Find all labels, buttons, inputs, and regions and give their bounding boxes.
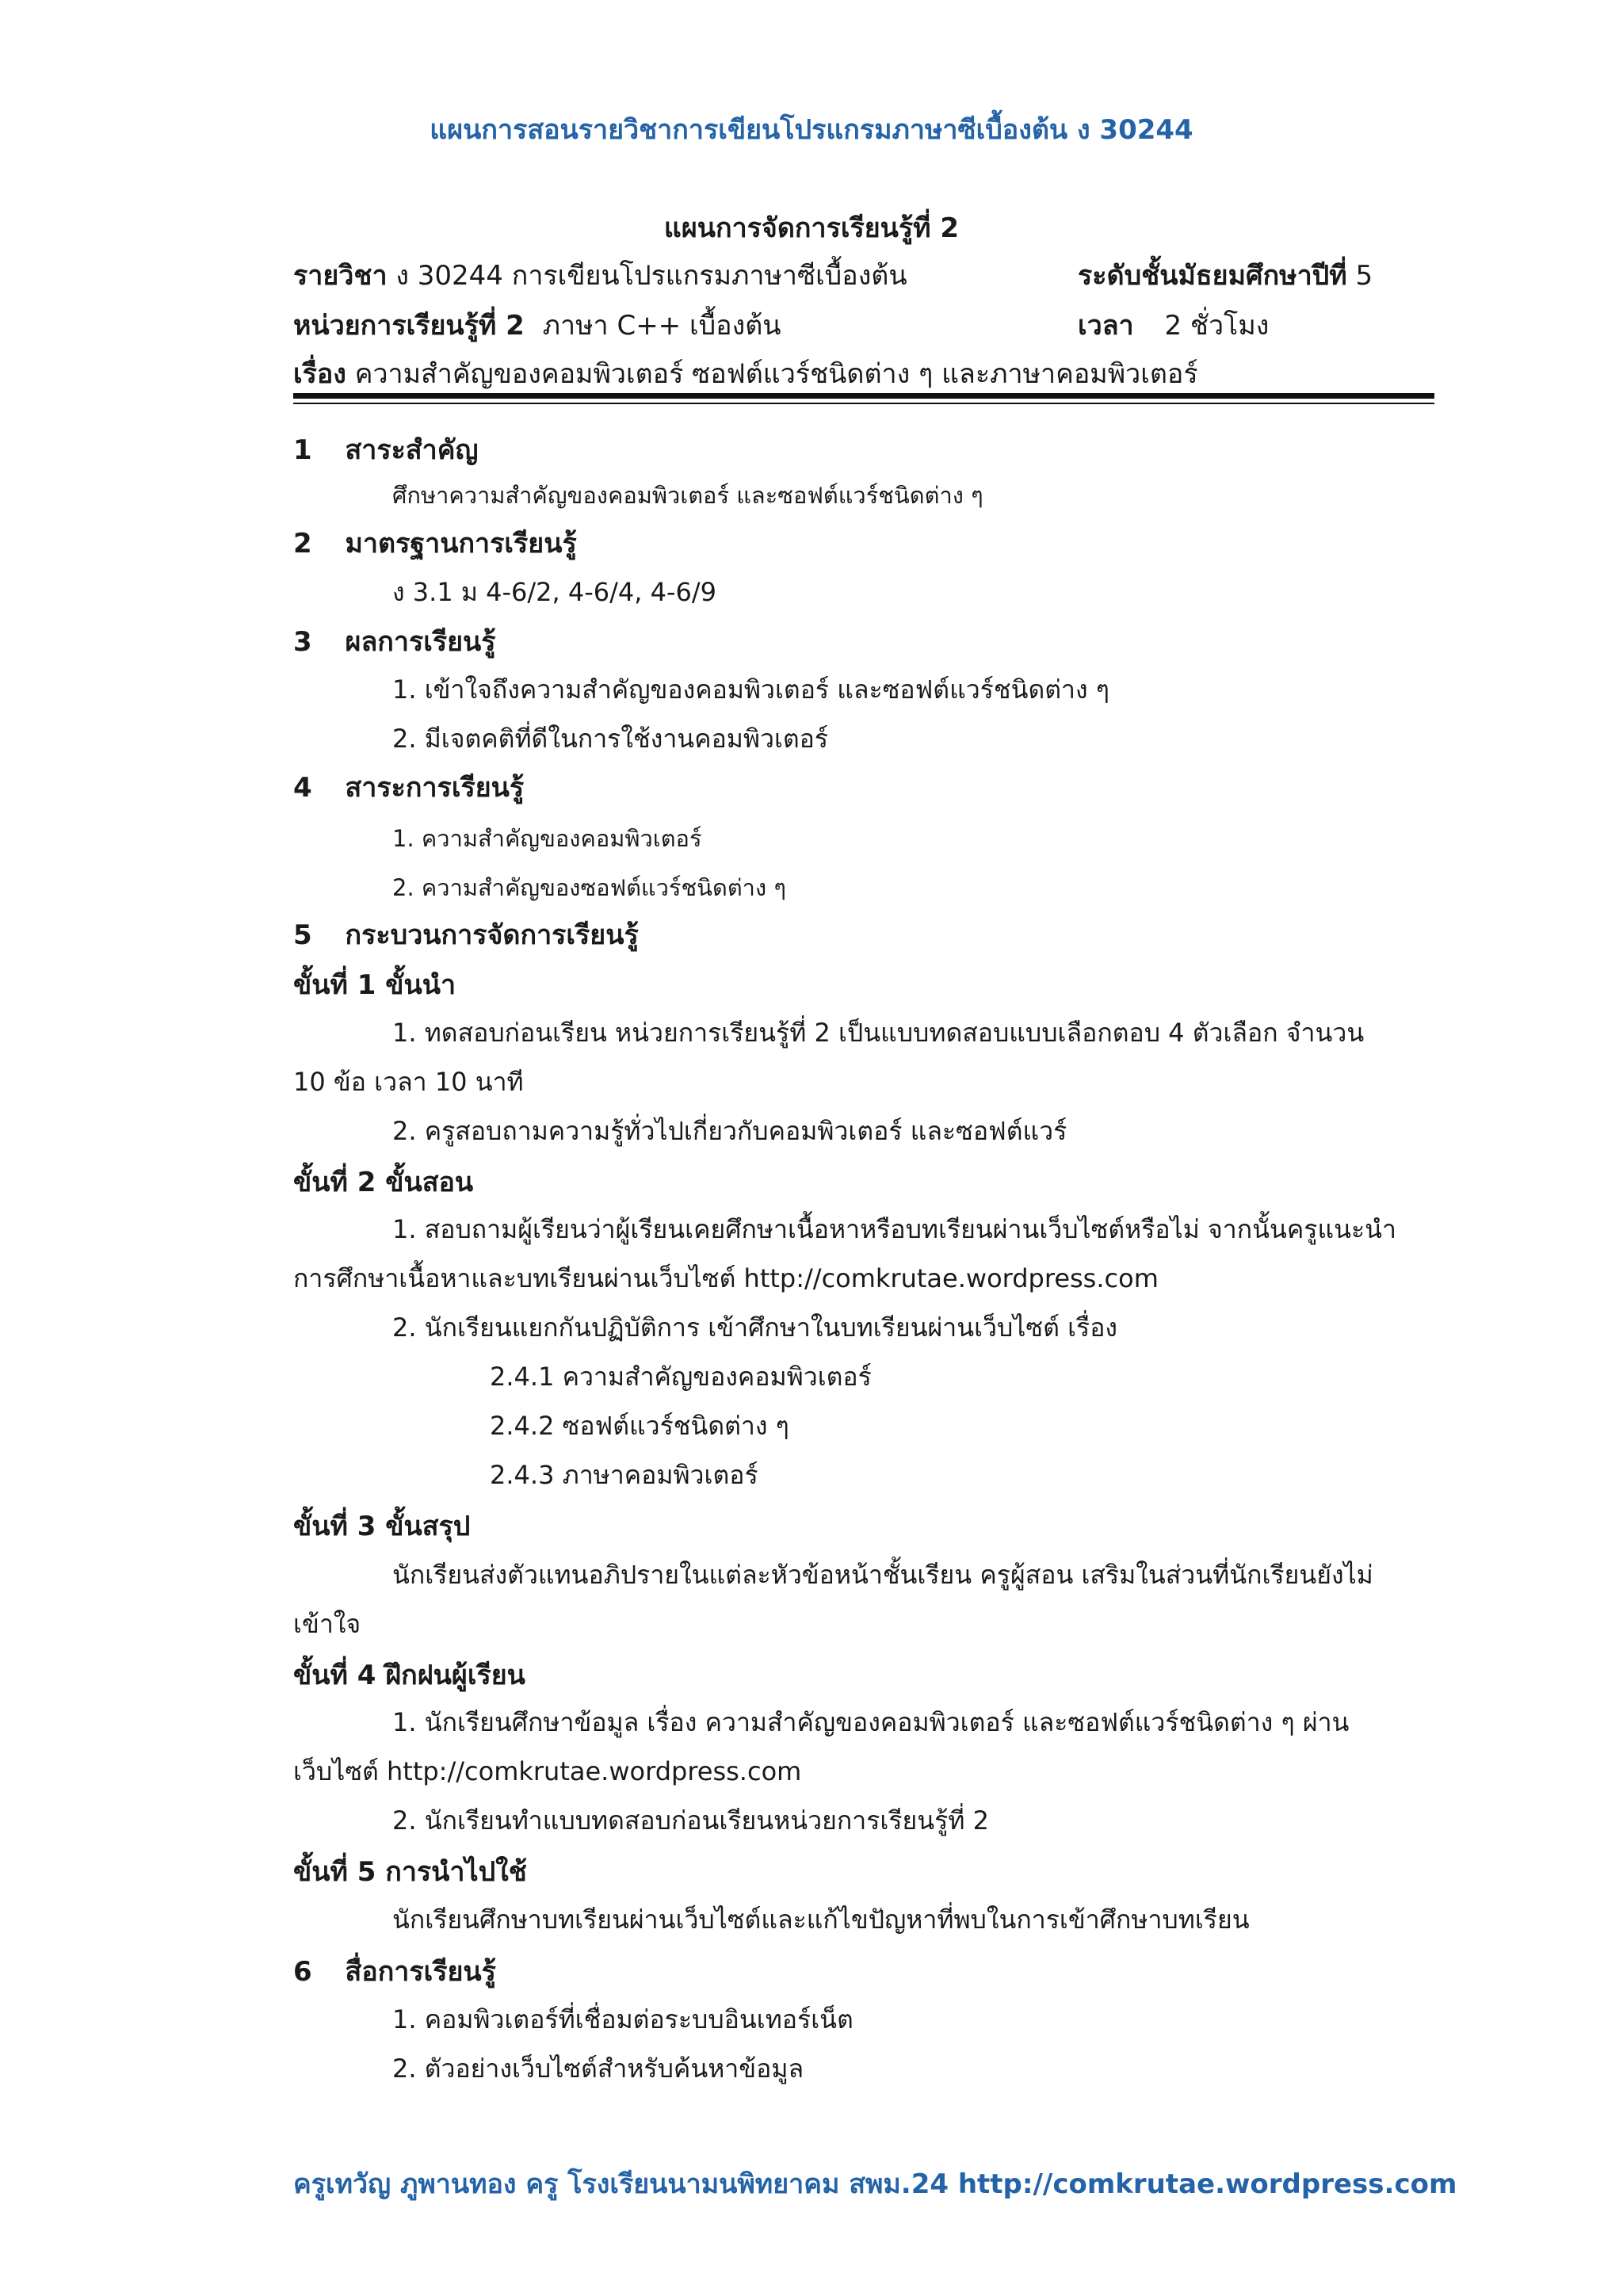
section-3-item: 2. มีเจตคติที่ดีในการใช้งานคอมพิวเตอร์ [392, 724, 829, 754]
time-value: 2 ชั่วโมง [1164, 310, 1270, 342]
step-2-item-1: 1. สอบถามผู้เรียนว่าผู้เรียนเคยศึกษาเนื้อหาหรือบทเรียนผ่านเว็บไซต์หรือไม่ จากนั้นครูแนะนำ [392, 1214, 1396, 1244]
document-header-title: แผนการสอนรายวิชาการเขียนโปรแกรมภาษาซีเบื้องต้น ง 30244 [430, 114, 1193, 146]
subject-value: ง 30244 การเขียนโปรแกรมภาษาซีเบื้องต้น [395, 260, 907, 292]
time-row [1078, 304, 1269, 346]
plan-heading: แผนการจัดการเรียนรู้ที่ 2 [663, 212, 960, 244]
level-row [1078, 254, 1373, 296]
unit-row [293, 304, 781, 346]
step-1-item-2: 2. ครูสอบถามความรู้ทั่วไปเกี่ยวกับคอมพิวเตอร์ และซอฟต์แวร์ [392, 1116, 1067, 1146]
step-5-title: ขั้นที่ 5 การนำไปใช้ [293, 1856, 527, 1888]
step-2-title: ขั้นที่ 2 ขั้นสอน [293, 1167, 474, 1198]
section-4-item: 1. ความสำคัญของคอมพิวเตอร์ [392, 825, 702, 852]
time-label: เวลา [1078, 310, 1134, 342]
section-3-item: 1. เข้าใจถึงความสำคัญของคอมพิวเตอร์ และซอฟต์แวร์ชนิดต่าง ๆ [392, 674, 1109, 705]
section-5-title: กระบวนการจัดการเรียนรู้ [345, 919, 639, 951]
step-2-subitem: 2.4.2 ซอฟต์แวร์ชนิดต่าง ๆ [490, 1411, 789, 1441]
step-4-title: ขั้นที่ 4 ฝึกฝนผู้เรียน [293, 1660, 525, 1691]
section-1-number: 1 [293, 434, 312, 466]
section-2-text: ง 3.1 ม 4-6/2, 4-6/4, 4-6/9 [392, 577, 717, 607]
level-value: 5 [1355, 260, 1373, 292]
section-4-item: 2. ความสำคัญของซอฟต์แวร์ชนิดต่าง ๆ [392, 874, 786, 901]
step-5-text: นักเรียนศึกษาบทเรียนผ่านเว็บไซต์และแก้ไขปัญหาที่พบในการเข้าศึกษาบทเรียน [392, 1904, 1250, 1935]
section-6-item: 1. คอมพิวเตอร์ที่เชื่อมต่อระบบอินเทอร์เน็ต [392, 2004, 854, 2034]
step-3-text-cont: เข้าใจ [293, 1609, 361, 1639]
step-2-subitem: 2.4.3 ภาษาคอมพิวเตอร์ [490, 1460, 758, 1490]
section-2-number: 2 [293, 528, 312, 560]
step-1-item-1-cont: 10 ข้อ เวลา 10 นาที [293, 1067, 524, 1097]
section-6-title: สื่อการเรียนรู้ [345, 1956, 496, 1988]
section-2-title: มาตรฐานการเรียนรู้ [345, 528, 577, 560]
topic-value: ความสำคัญของคอมพิวเตอร์ ซอฟต์แวร์ชนิดต่าง ๆ และภาษาคอมพิวเตอร์ [354, 358, 1198, 390]
step-4-item-1: 1. นักเรียนศึกษาข้อมูล เรื่อง ความสำคัญของคอมพิวเตอร์ และซอฟต์แวร์ชนิดต่าง ๆ ผ่าน [392, 1707, 1350, 1737]
unit-label: หน่วยการเรียนรู้ที่ 2 [293, 310, 525, 342]
step-2-subitem: 2.4.1 ความสำคัญของคอมพิวเตอร์ [490, 1362, 872, 1392]
step-1-title: ขั้นที่ 1 ขั้นนำ [293, 969, 456, 1001]
section-4-title: สาระการเรียนรู้ [345, 772, 525, 804]
section-6-heading [293, 1950, 496, 1992]
level-label: ระดับชั้นมัธยมศึกษาปีที่ [1078, 260, 1347, 292]
section-5-heading [293, 913, 639, 956]
section-2-heading [293, 521, 577, 564]
step-3-text: นักเรียนส่งตัวแทนอภิปรายในแต่ละหัวข้อหน้าชั้นเรียน ครูผู้สอน เสริมในส่วนที่นักเรียนยังไม่ [392, 1560, 1373, 1590]
header-divider-thin [293, 403, 1434, 404]
step-4-item-2: 2. นักเรียนทำแบบทดสอบก่อนเรียนหน่วยการเรียนรู้ที่ 2 [392, 1805, 989, 1836]
document-footer: ครูเทวัญ ภูพานทอง ครู โรงเรียนนามนพิทยาคม สพม.24 http://comkrutae.wordpress.com [293, 2168, 1457, 2200]
section-5-number: 5 [293, 919, 312, 951]
step-4-item-1-cont: เว็บไซต์ http://comkrutae.wordpress.com [293, 1756, 802, 1786]
section-1-heading [293, 428, 478, 471]
subject-row [293, 254, 907, 296]
step-1-item-1: 1. ทดสอบก่อนเรียน หน่วยการเรียนรู้ที่ 2 เป็นแบบทดสอบแบบเลือกตอบ 4 ตัวเลือก จำนวน [392, 1018, 1365, 1048]
section-1-text: ศึกษาความสำคัญของคอมพิวเตอร์ และซอฟต์แวร์ชนิดต่าง ๆ [392, 482, 983, 509]
section-3-heading [293, 620, 496, 663]
section-4-number: 4 [293, 772, 312, 804]
section-6-number: 6 [293, 1956, 312, 1988]
section-6-item: 2. ตัวอย่างเว็บไซต์สำหรับค้นหาข้อมูล [392, 2053, 804, 2084]
section-4-heading [293, 766, 524, 808]
header-divider-thick [293, 393, 1434, 399]
section-3-title: ผลการเรียนรู้ [345, 626, 496, 658]
section-3-number: 3 [293, 626, 312, 658]
topic-label: เรื่อง [293, 358, 346, 390]
topic-row [293, 352, 1198, 395]
unit-value: ภาษา C++ เบื้องต้น [542, 310, 781, 342]
subject-label: รายวิชา [293, 260, 388, 292]
step-2-item-1-cont: การศึกษาเนื้อหาและบทเรียนผ่านเว็บไซต์ http://comkrutae.wordpress.com [293, 1263, 1159, 1293]
step-3-title: ขั้นที่ 3 ขั้นสรุป [293, 1511, 471, 1542]
section-1-title: สาระสำคัญ [345, 434, 479, 466]
step-2-item-2: 2. นักเรียนแยกกันปฏิบัติการ เข้าศึกษาในบทเรียนผ่านเว็บไซต์ เรื่อง [392, 1312, 1118, 1343]
